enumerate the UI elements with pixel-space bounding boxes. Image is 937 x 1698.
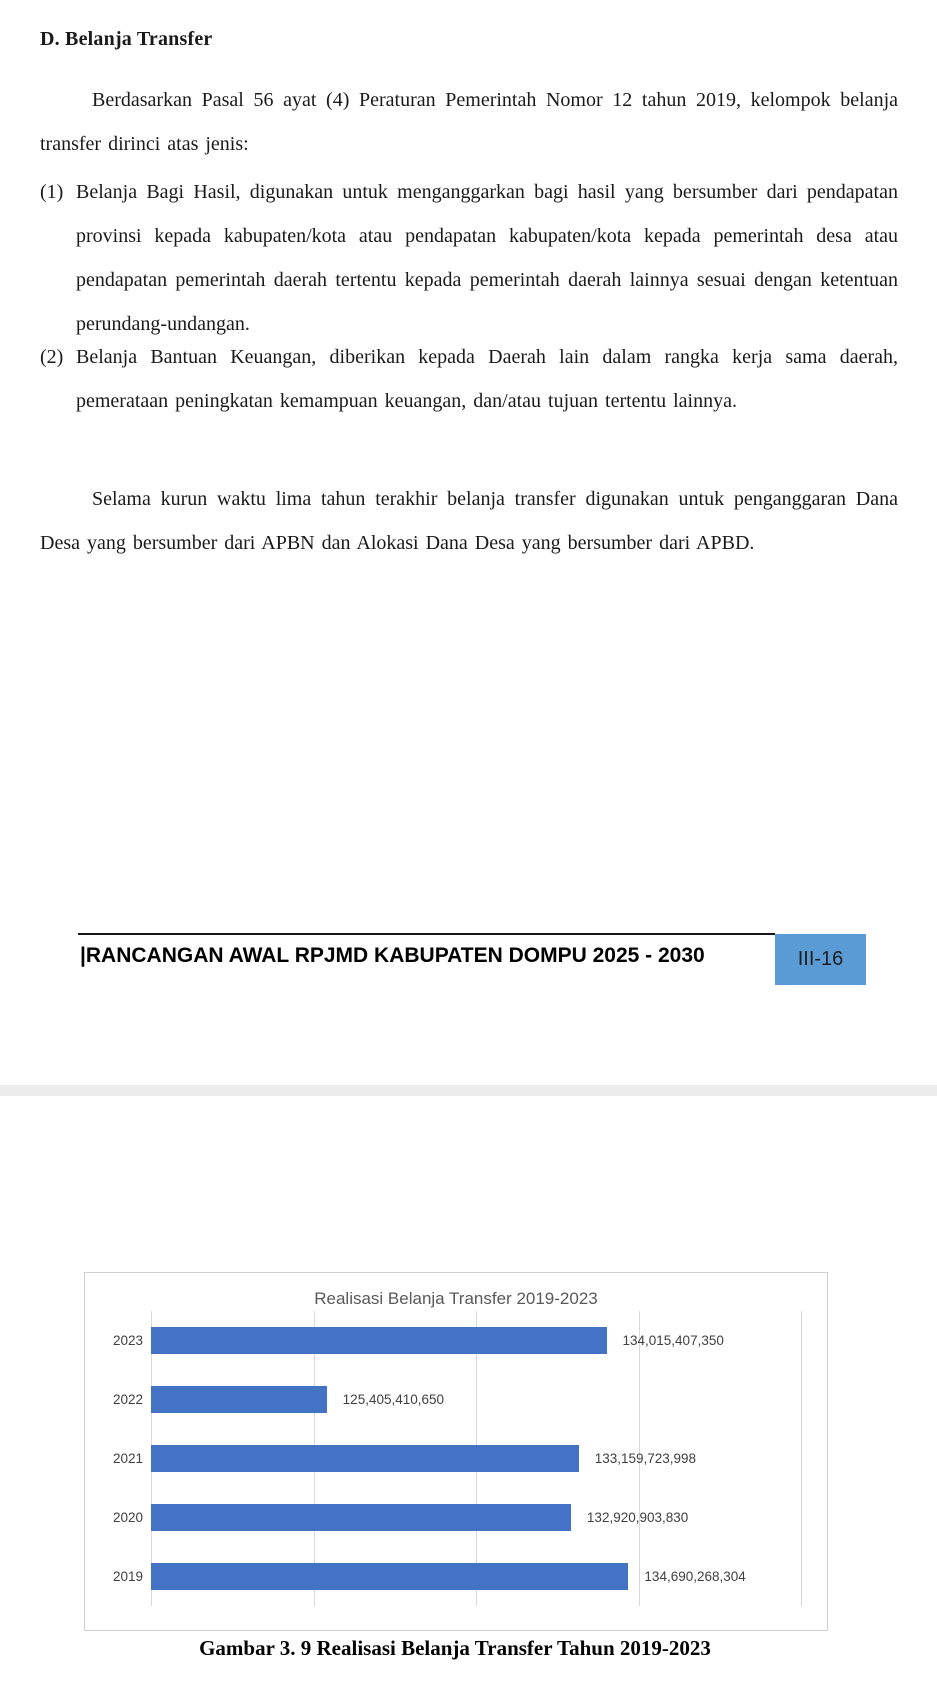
list-text: Belanja Bagi Hasil, digunakan untuk menganggarkan bagi hasil yang bersumber dari pendapatan provinsi kepada kabupaten/kota atau pendapatan kabupaten/kota kepada pemerintah desa atau pendapatan pemerintah daerah tertentu kepada pemerintah daerah lainnya sesuai dengan ketentuan perundang-undangan. xyxy=(76,181,898,335)
figure-caption: Gambar 3. 9 Realisasi Belanja Transfer Tahun 2019-2023 xyxy=(199,1636,711,1660)
footer-title: |RANCANGAN AWAL RPJMD KABUPATEN DOMPU 2025 - 2030 xyxy=(80,944,705,967)
bar-2021 xyxy=(151,1445,579,1472)
list-number: (2) xyxy=(40,346,64,368)
bar-2023 xyxy=(151,1327,607,1354)
chart-row-2020 xyxy=(85,1488,827,1547)
value-label-2022: 125,405,410,650 xyxy=(342,1392,445,1407)
page-number-badge: III-16 xyxy=(775,934,866,985)
bar-2022 xyxy=(151,1386,327,1413)
chart-row-2019 xyxy=(85,1547,827,1606)
value-label-2019: 134,690,268,304 xyxy=(644,1569,746,1584)
chart-row-2023 xyxy=(85,1311,827,1370)
list-text: Belanja Bantuan Keuangan, diberikan kepada Daerah lain dalam rangka kerja sama daerah, pemerataan peningkatan kemampuan keuangan, dan/atau tujuan tertentu lainnya. xyxy=(76,346,898,412)
list-item-2 xyxy=(40,335,898,423)
bar-2020 xyxy=(151,1504,571,1531)
value-label-2021: 133,159,723,998 xyxy=(594,1451,697,1466)
list-number: (1) xyxy=(40,181,64,203)
value-label-2023: 134,015,407,350 xyxy=(622,1333,724,1348)
bar-2019 xyxy=(151,1563,628,1590)
chart-row-2022 xyxy=(85,1370,827,1429)
paragraph-closing: Selama kurun waktu lima tahun terakhir belanja transfer digunakan untuk penganggaran Dana Desa yang bersumber dari APBN dan Alokasi Dana Desa yang bersumber dari APBD. xyxy=(40,488,898,554)
value-label-2020: 132,920,903,830 xyxy=(586,1510,689,1525)
paragraph-intro: Berdasarkan Pasal 56 ayat (4) Peraturan Pemerintah Nomor 12 tahun 2019, kelompok belanja transfer dirinci atas jenis: xyxy=(40,89,898,155)
bar-chart xyxy=(84,1272,828,1631)
axis-label-2021: 2021 xyxy=(112,1451,143,1466)
axis-label-2023: 2023 xyxy=(112,1333,143,1348)
footer-divider-line xyxy=(78,933,775,935)
list-item-1 xyxy=(40,170,898,346)
chart-row-2021 xyxy=(85,1429,827,1488)
axis-label-2019: 2019 xyxy=(112,1569,143,1584)
page-separator xyxy=(0,1085,937,1096)
axis-label-2022: 2022 xyxy=(112,1392,143,1407)
section-heading: D. Belanja Transfer xyxy=(40,28,213,50)
chart-title: Realisasi Belanja Transfer 2019-2023 xyxy=(314,1289,598,1308)
axis-label-2020: 2020 xyxy=(112,1510,143,1525)
